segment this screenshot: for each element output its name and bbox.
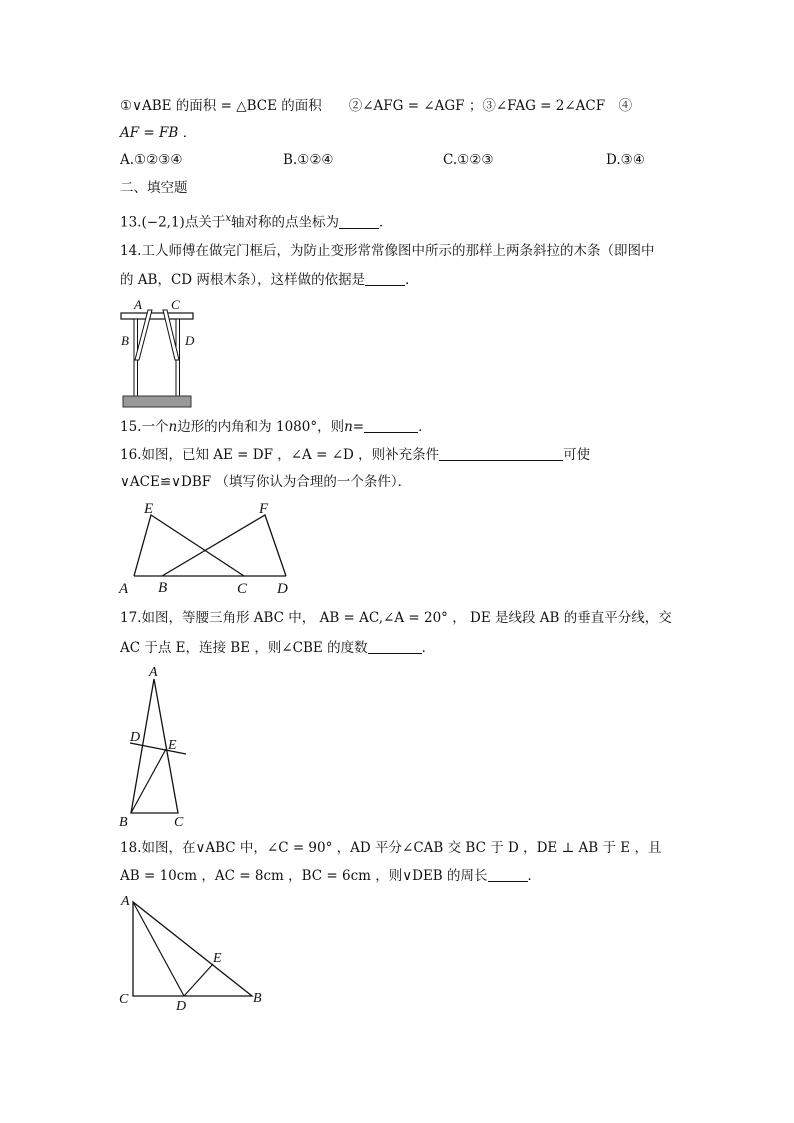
q18-line1: 18.如图，在∨ABC 中，∠C = 90° ，AD 平分∠CAB 交 BC 于 D ，DE ⊥ AB 于 E ，且 (120, 840, 662, 856)
q14-label-a: A (134, 298, 142, 312)
q15-n2: n (344, 419, 353, 435)
q17-label-e: E (168, 738, 177, 753)
q16-label-e: E (144, 501, 154, 517)
q18-answer-blank[interactable] (488, 867, 528, 882)
q15-text-a: 15.一个 (120, 419, 169, 435)
q12-option-b: B.①②④ (283, 152, 334, 168)
q15-n: n (168, 419, 178, 435)
q15-end: ． (418, 419, 432, 435)
q15-text-c: = (352, 419, 365, 435)
q14-label-c: C (171, 298, 180, 312)
q16-label-d: D (277, 581, 288, 597)
q17-label-c: C (174, 815, 184, 830)
q17-line2 (120, 638, 435, 658)
q17-label-a: A (149, 665, 158, 680)
q17-isosceles-figure (114, 665, 204, 830)
q17-line1: 17.如图，等腰三角形 ABC 中， AB = AC,∠A = 20° ， DE 是线段 AB 的垂直平分线，交 (120, 610, 672, 626)
q14-label-b: B (121, 333, 129, 348)
q17-end: ． (421, 640, 436, 656)
q14-text: 的 AB，CD 两根木条），这样做的依据是 (120, 272, 366, 288)
q12-option-d: D.③④ (606, 152, 645, 168)
q13-text-c: 轴对称的点坐标为 (230, 214, 339, 231)
q18-line2 (120, 866, 541, 886)
q12-line1: ①∨ABE 的面积 = △BCE 的面积 ②∠AFG = ∠AGF ；③∠FAG = 2∠ACF ④ (120, 98, 633, 114)
q13-text (120, 209, 392, 233)
q13-end: ． (378, 214, 393, 231)
q16-text: 16.如图，已知 AE = DF ，∠A = ∠D ，则补充条件 (120, 447, 440, 463)
q18-label-a: A (121, 894, 130, 909)
q12-line2: AF = FB ． (120, 125, 197, 141)
q17-label-d: D (130, 730, 141, 745)
q16-label-f: F (259, 501, 269, 517)
q14-answer-blank[interactable] (365, 271, 405, 286)
q15-text-b: 边形的内角和为 1080°，则 (177, 419, 345, 435)
q16-answer-blank[interactable] (439, 446, 563, 461)
q18-label-d: D (176, 999, 187, 1014)
q18-text: AB = 10cm ，AC = 8cm ，BC = 6cm ，则∨DEB 的周长 (120, 868, 488, 884)
q18-end: ． (527, 868, 542, 884)
q16-triangles-figure (116, 500, 301, 600)
q13-answer-blank[interactable] (339, 214, 379, 229)
q14-end: ． (405, 272, 419, 288)
q16-line1 (120, 445, 590, 465)
q13-text-b: 点关于 (184, 214, 226, 231)
q14-label-d: D (185, 333, 195, 348)
q14-line1: 14.工人师傅在做完门框后，为防止变形常常像图中所示的那样上两条斜拉的木条（即图中 (120, 243, 655, 259)
q16-label-c: C (237, 581, 248, 597)
q13-point: (−2,1) (141, 214, 185, 231)
q17-text: AC 于点 E，连接 BE ，则∠CBE 的度数 (120, 640, 368, 656)
q14-door-frame-figure (118, 298, 198, 413)
q16-text-end: 可使 (563, 447, 591, 463)
q17-answer-blank[interactable] (368, 639, 422, 654)
q15-text (120, 417, 432, 437)
q13-number: 13. (120, 214, 142, 231)
q18-label-e: E (213, 951, 222, 966)
q16-line2: ∨ACE≌∨DBF （填写你认为合理的一个条件）． (120, 474, 412, 490)
q13-axis: x (225, 213, 231, 224)
q16-label-b: B (158, 580, 168, 596)
q18-label-b: B (253, 991, 262, 1006)
q18-right-triangle-figure (114, 890, 274, 1015)
q16-label-a: A (119, 581, 129, 597)
q14-line2 (120, 270, 419, 290)
q17-label-b: B (119, 815, 128, 830)
section-title: 二、填空题 (120, 180, 188, 196)
q12-option-c: C.①②③ (443, 152, 494, 168)
q15-answer-blank[interactable] (364, 418, 418, 433)
q18-label-c: C (119, 992, 129, 1007)
q12-option-a: A.①②③④ (120, 152, 183, 168)
